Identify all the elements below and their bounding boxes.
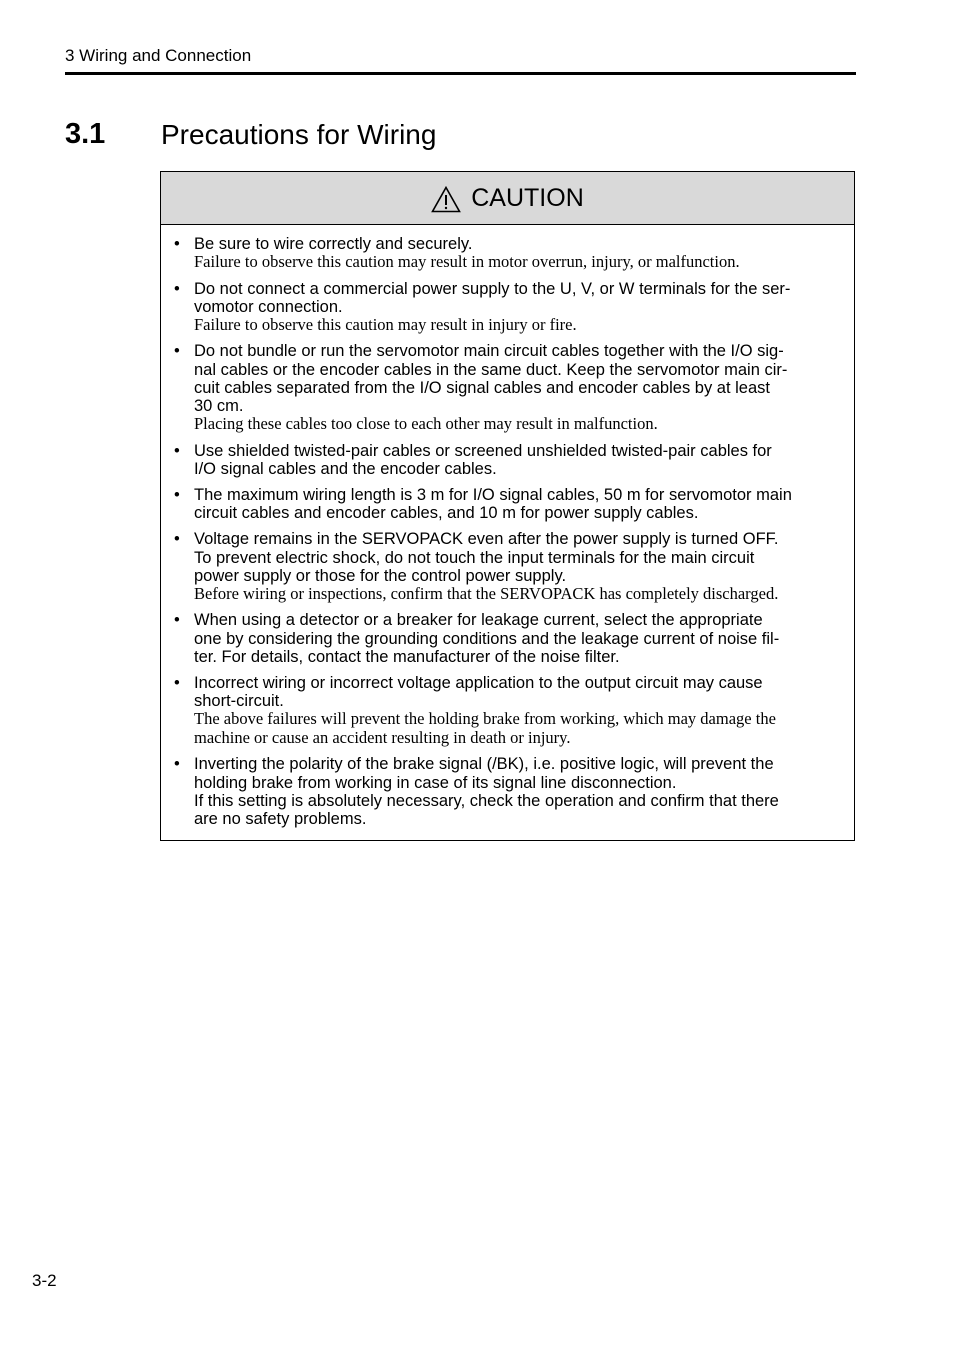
bullet-icon: • <box>174 611 180 630</box>
caution-text-line: one by considering the grounding conditions and the leakage current of noise fil- <box>194 629 780 648</box>
chapter-header: 3 Wiring and Connection <box>65 46 252 65</box>
caution-list-item <box>161 611 844 666</box>
caution-consequence-line: Failure to observe this caution may result in injury or fire. <box>194 315 577 335</box>
caution-text-line: Do not connect a commercial power supply to the U, V, or W terminals for the ser- <box>194 279 791 298</box>
caution-list-item <box>161 530 844 603</box>
caution-text-line: Inverting the polarity of the brake signal (/BK), i.e. positive logic, will prevent the <box>194 755 774 774</box>
caution-text-line: power supply or those for the control power supply. <box>194 566 567 585</box>
caution-list-item <box>161 442 844 478</box>
caution-text-line: If this setting is absolutely necessary, check the operation and confirm that there <box>194 791 779 810</box>
caution-text-line: are no safety problems. <box>194 809 367 828</box>
caution-text-line: vomotor connection. <box>194 297 343 316</box>
caution-consequence-line: Placing these cables too close to each other may result in malfunction. <box>194 414 658 434</box>
caution-text-line: 30 cm. <box>194 397 244 416</box>
caution-header <box>161 172 854 225</box>
caution-list-item <box>161 342 844 433</box>
caution-text-line: To prevent electric shock, do not touch the input terminals for the main circuit <box>194 548 755 567</box>
header-rule <box>65 72 856 75</box>
caution-text-line: short-circuit. <box>194 692 284 711</box>
caution-consequence-line: Before wiring or inspections, confirm that the SERVOPACK has completely discharged. <box>194 584 779 604</box>
caution-text-line: Voltage remains in the SERVOPACK even after the power supply is turned OFF. <box>194 530 779 549</box>
section-number: 3.1 <box>65 118 106 150</box>
caution-list-item <box>161 280 844 335</box>
caution-text-line: cuit cables separated from the I/O signal cables and encoder cables by at least <box>194 378 770 397</box>
page-number: 3-2 <box>32 1271 57 1290</box>
bullet-icon: • <box>174 755 180 774</box>
caution-text-line: circuit cables and encoder cables, and 10 m for power supply cables. <box>194 504 699 523</box>
bullet-icon: • <box>174 342 180 361</box>
caution-text-line: Be sure to wire correctly and securely. <box>194 235 473 253</box>
caution-text-line: Incorrect wiring or incorrect voltage application to the output circuit may cause <box>194 674 763 693</box>
caution-text-line: nal cables or the encoder cables in the same duct. Keep the servomotor main cir- <box>194 360 788 379</box>
bullet-icon: • <box>174 486 180 505</box>
section-title: Precautions for Wiring <box>161 119 437 150</box>
caution-list <box>161 225 854 840</box>
bullet-icon: • <box>174 441 180 460</box>
caution-label: CAUTION <box>471 183 584 212</box>
caution-list-item <box>161 674 844 747</box>
caution-consequence-line: Failure to observe this caution may result in motor overrun, injury, or malfunction. <box>194 252 740 272</box>
caution-text-line: Use shielded twisted-pair cables or screened unshielded twisted-pair cables for <box>194 441 772 460</box>
caution-list-item <box>161 755 844 828</box>
caution-text-line: The maximum wiring length is 3 m for I/O signal cables, 50 m for servomotor main <box>194 486 792 505</box>
caution-text-line: Do not bundle or run the servomotor main circuit cables together with the I/O sig- <box>194 342 784 361</box>
warning-triangle-icon <box>431 186 461 213</box>
caution-consequence-line: machine or cause an accident resulting in death or injury. <box>194 727 571 747</box>
caution-consequence-line: The above failures will prevent the holding brake from working, which may damage the <box>194 709 776 729</box>
caution-list-item <box>161 235 844 272</box>
caution-text-line: When using a detector or a breaker for leakage current, select the appropriate <box>194 611 763 630</box>
caution-list-item <box>161 486 844 522</box>
bullet-icon: • <box>174 235 180 253</box>
bullet-icon: • <box>174 674 180 693</box>
bullet-icon: • <box>174 279 180 298</box>
caution-text-line: holding brake from working in case of its signal line disconnection. <box>194 773 677 792</box>
caution-text-line: ter. For details, contact the manufacturer of the noise filter. <box>194 647 620 666</box>
caution-text-line: I/O signal cables and the encoder cables. <box>194 459 497 478</box>
bullet-icon: • <box>174 530 180 549</box>
caution-box <box>160 171 855 841</box>
